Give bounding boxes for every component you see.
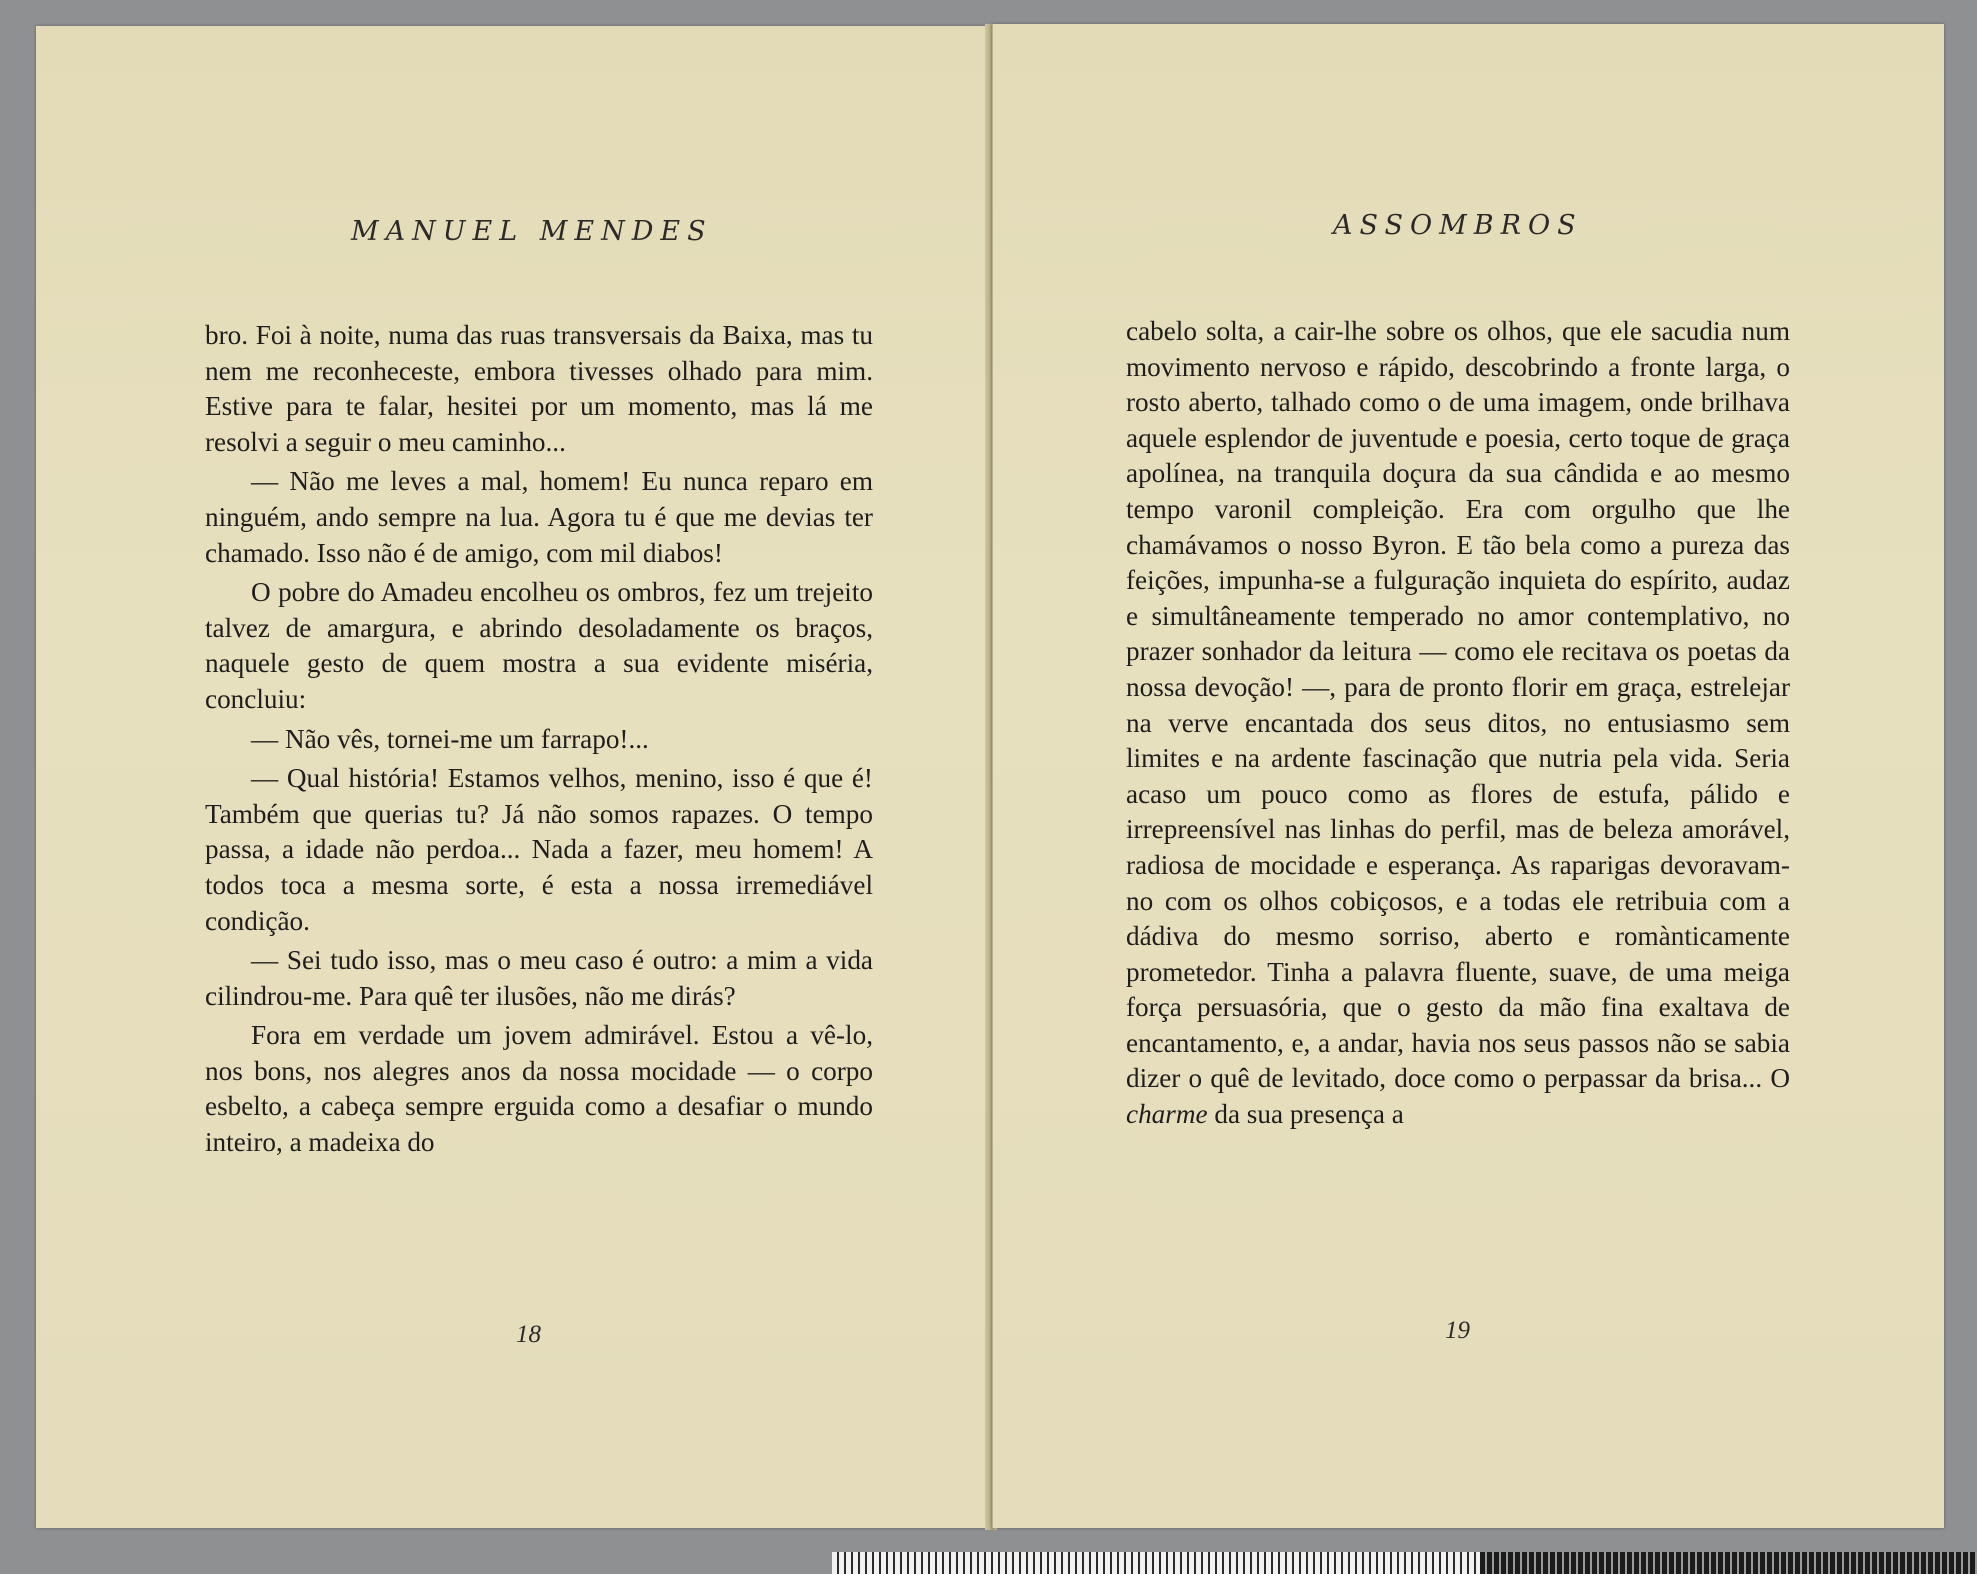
right-page-body [1126, 314, 1790, 1133]
page-number-left: 18 [516, 1321, 541, 1348]
page-number-right: 19 [1445, 1317, 1470, 1344]
running-head-left: MANUEL MENDES [351, 216, 713, 247]
paragraph [1126, 314, 1790, 1133]
paragraph-text: cabelo solta, a cair-lhe sobre os olhos, que ele sacudia num movimento nervoso e rápido, descobrindo a fronte larga, o rosto aberto, talhado como o de uma imagem, onde brilhava aquele esplendor de juventude e poesia, certo toque de graça apolínea, na tranquila doçura da sua cândida e ao mesmo tempo varonil compleição. Era com orgulho que lhe chamávamos o nosso Byron. E tão bela como a pureza das feições, impunha-se a fulguração inquieta do espírito, audaz e simultâneamente temperado no amor contemplativo, no prazer sonhador da leitura — como ele recitava os poetas da nossa devoção! —, para de pronto florir em graça, estrelejar na verve encantada dos seus ditos, no entusiasmo sem limites e na ardente fascinação que nutria pela vida. Seria acaso um pouco como as flores de estufa, pálido e irrepreensível nas linhas do perfil, mas de beleza amorável, radiosa de mocidade e esperança. As raparigas devoravam-no com os olhos cobiçosos, e a todas ele retribuia com a dádiva do mesmo sorriso, aberto e romànticamente prometedor. Tinha a palavra fluente, suave, de uma meiga força persuasória, que o gesto da mão fina exaltava de encantamento, e, a andar, havia nos seus passos não se sabia dizer o quê de levitado, doce como o perpassar da brisa... O [1126, 316, 1790, 1094]
paragraph-text-tail: da sua presença a [1214, 1099, 1404, 1130]
paragraph: — Sei tudo isso, mas o meu caso é outro: a mim a vida cilindrou-me. Para quê ter ilusões, não me dirás? [205, 945, 873, 1011]
scale-ruler-dark-segment [1480, 1552, 1977, 1574]
italic-word: charme [1126, 1099, 1208, 1130]
running-head-right: ASSOMBROS [1333, 210, 1583, 241]
paragraph: — Não me leves a mal, homem! Eu nunca reparo em ninguém, ando sempre na lua. Agora tu é que me devias ter chamado. Isso não é de amigo, com mil diabos! [205, 466, 873, 568]
paragraph: Fora em verdade um jovem admirável. Estou a vê-lo, nos bons, nos alegres anos da nossa mocidade — o corpo esbelto, a cabeça sempre erguida como a desafiar o mundo inteiro, a madeixa do [205, 1020, 873, 1158]
paragraph: — Não vês, tornei-me um farrapo!... [251, 723, 649, 754]
paragraph: O pobre do Amadeu encolheu os ombros, fez um trejeito talvez de amargura, e abrindo desoladamente os braços, naquele gesto de quem mostra a sua evidente miséria, concluiu: [205, 577, 873, 714]
left-page-body [205, 318, 873, 1161]
paragraph: — Qual história! Estamos velhos, menino, isso é que é! Também que querias tu? Já não somos rapazes. O tempo passa, a idade não perdoa... Nada a fazer, meu homem! A todos toca a mesma sorte, é esta a nossa irremediável condição. [205, 763, 873, 936]
right-page [992, 24, 1944, 1528]
left-page [36, 26, 988, 1528]
paragraph: bro. Foi à noite, numa das ruas transversais da Baixa, mas tu nem me reconheceste, embora tivesses olhado para mim. Estive para te falar, hesitei por um momento, mas lá me resolvi a seguir o meu caminho... [205, 320, 873, 457]
